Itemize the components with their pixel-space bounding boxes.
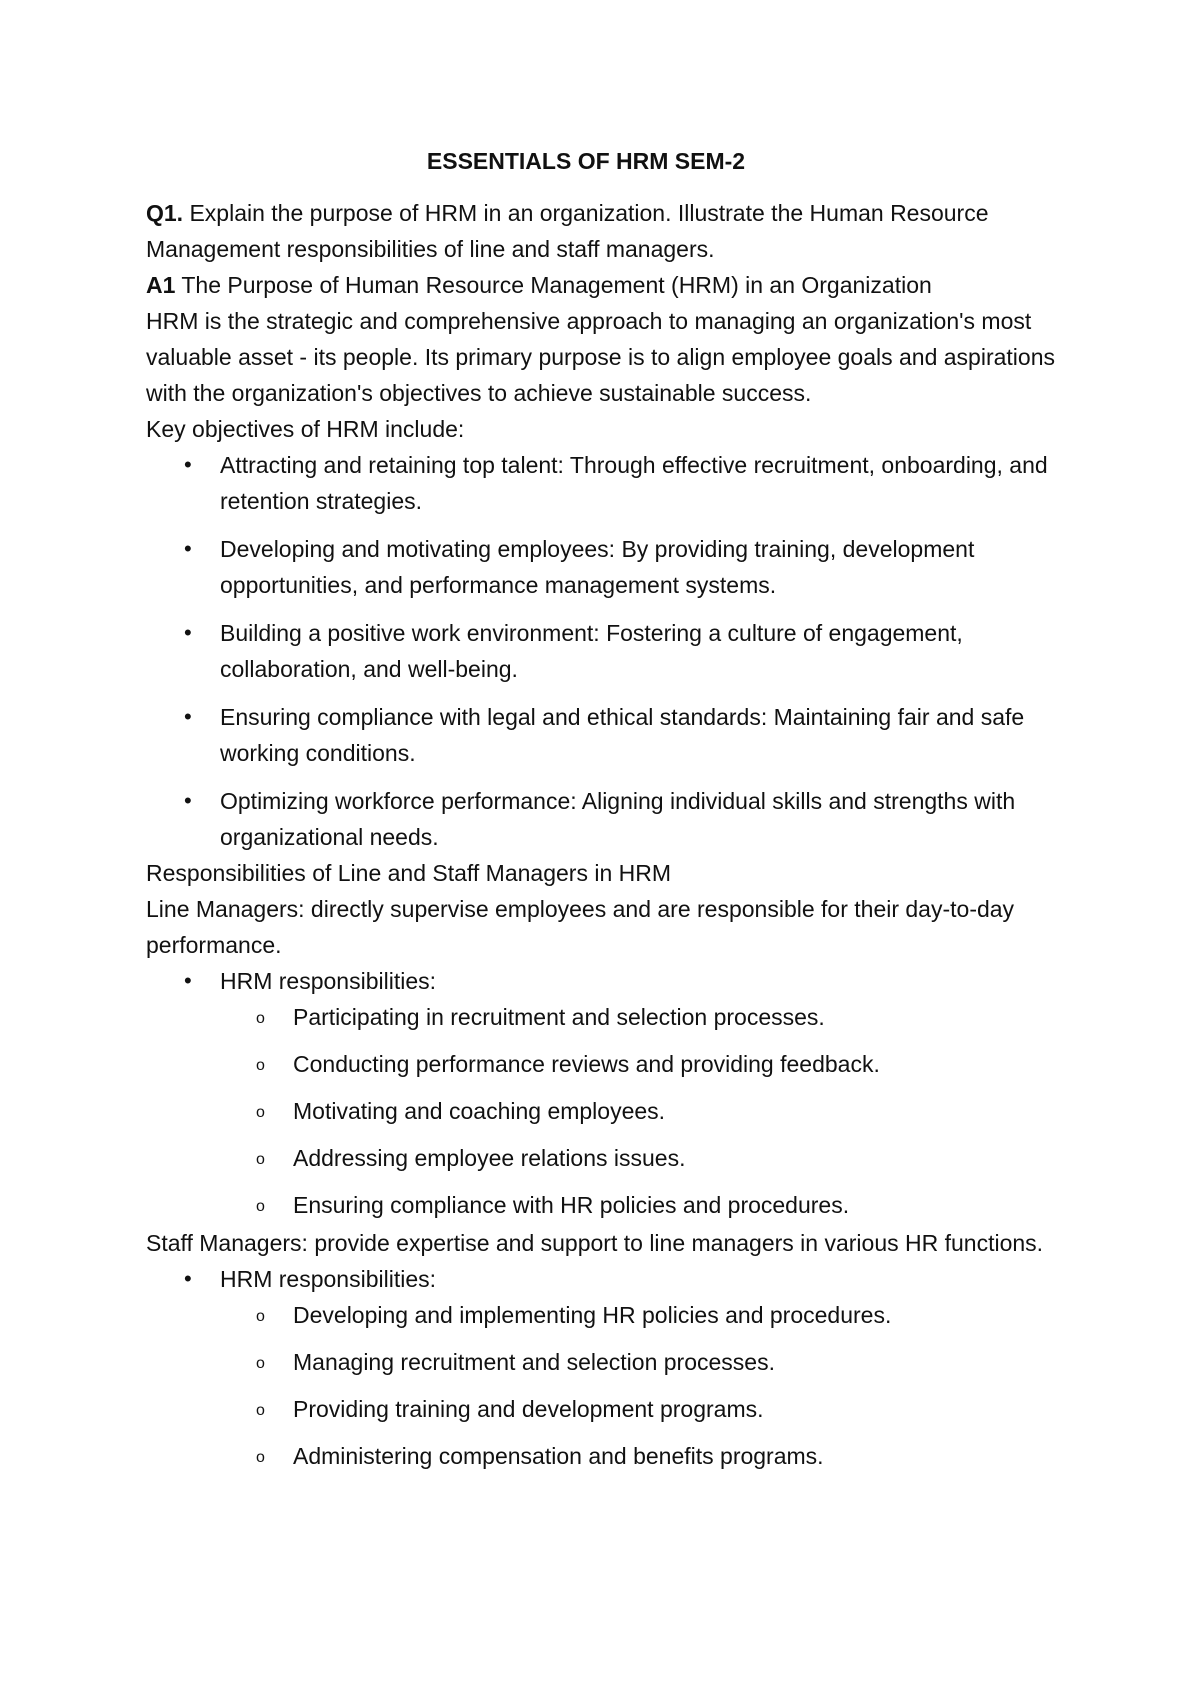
bullet-icon: • xyxy=(184,452,192,477)
sub-list-item-text: Ensuring compliance with HR policies and procedures. xyxy=(293,1192,850,1218)
line-responsibilities-list xyxy=(146,999,1066,1223)
sub-list-item xyxy=(146,999,1066,1035)
line-managers-text: Line Managers: directly supervise employees and are responsible for their day-to-day performance. xyxy=(146,896,1015,958)
line-managers-list xyxy=(146,963,1066,999)
list-item-text: HRM responsibilities: xyxy=(220,968,437,994)
question-text: Explain the purpose of HRM in an organization. Illustrate the Human Resource Management responsibilities of line and staff managers. xyxy=(146,200,989,262)
staff-managers-list xyxy=(146,1261,1066,1297)
sub-list-item xyxy=(146,1391,1066,1427)
responsibilities-heading: Responsibilities of Line and Staff Managers in HRM xyxy=(146,860,672,886)
bullet-icon: • xyxy=(184,968,192,993)
answer-1-heading xyxy=(146,267,1066,303)
staff-responsibilities-list xyxy=(146,1297,1066,1474)
list-item xyxy=(146,447,1066,519)
sub-list-item-text: Administering compensation and benefits programs. xyxy=(293,1443,824,1469)
sub-list-item xyxy=(146,1093,1066,1129)
list-item xyxy=(146,963,1066,999)
list-item-text: Attracting and retaining top talent: Through effective recruitment, onboarding, and retention strategies. xyxy=(220,452,1048,514)
list-item-text: Optimizing workforce performance: Aligning individual skills and strengths with organizational needs. xyxy=(220,788,1016,850)
sub-list-item-text: Providing training and development programs. xyxy=(293,1396,764,1422)
sub-list-item-text: Developing and implementing HR policies and procedures. xyxy=(293,1302,892,1328)
bullet-icon: • xyxy=(184,1266,192,1291)
list-item xyxy=(146,531,1066,603)
bullet-icon: • xyxy=(184,620,192,645)
question-label: Q1. xyxy=(146,200,184,226)
sub-list-item xyxy=(146,1344,1066,1380)
list-item xyxy=(146,615,1066,687)
circle-bullet-icon: o xyxy=(256,1402,265,1419)
sub-list-item xyxy=(146,1438,1066,1474)
sub-list-item-text: Conducting performance reviews and providing feedback. xyxy=(293,1051,880,1077)
circle-bullet-icon: o xyxy=(256,1010,265,1027)
sub-list-item-text: Motivating and coaching employees. xyxy=(293,1098,666,1124)
list-item xyxy=(146,783,1066,855)
circle-bullet-icon: o xyxy=(256,1449,265,1466)
list-item-text: Building a positive work environment: Fostering a culture of engagement, collaboration, and well-being. xyxy=(220,620,963,682)
bullet-icon: • xyxy=(184,536,192,561)
circle-bullet-icon: o xyxy=(256,1104,265,1121)
question-1 xyxy=(146,195,1066,267)
intro-paragraph: HRM is the strategic and comprehensive approach to managing an organization's most valuable asset - its people. Its primary purpose is to align employee goals and aspirations with the organization's objectives to achieve sustainable success. xyxy=(146,308,1055,406)
sub-list-item-text: Addressing employee relations issues. xyxy=(293,1145,686,1171)
objectives-heading: Key objectives of HRM include: xyxy=(146,416,465,442)
circle-bullet-icon: o xyxy=(256,1355,265,1372)
sub-list-item xyxy=(146,1187,1066,1223)
sub-list-item xyxy=(146,1140,1066,1176)
sub-list-item xyxy=(146,1046,1066,1082)
circle-bullet-icon: o xyxy=(256,1198,265,1215)
bullet-icon: • xyxy=(184,704,192,729)
objectives-list xyxy=(146,447,1066,855)
list-item xyxy=(146,1261,1066,1297)
staff-managers-text: Staff Managers: provide expertise and support to line managers in various HR functions. xyxy=(146,1230,1044,1256)
sub-list-item-text: Managing recruitment and selection processes. xyxy=(293,1349,775,1375)
answer-label: A1 xyxy=(146,272,176,298)
circle-bullet-icon: o xyxy=(256,1308,265,1325)
list-item-text: HRM responsibilities: xyxy=(220,1266,437,1292)
sub-list-item xyxy=(146,1297,1066,1333)
list-item-text: Developing and motivating employees: By providing training, development opportunities, and performance management systems. xyxy=(220,536,975,598)
circle-bullet-icon: o xyxy=(256,1057,265,1074)
list-item xyxy=(146,699,1066,771)
document-title: ESSENTIALS OF HRM SEM-2 xyxy=(426,148,746,174)
sub-list-item-text: Participating in recruitment and selection processes. xyxy=(293,1004,825,1030)
bullet-icon: • xyxy=(184,788,192,813)
list-item-text: Ensuring compliance with legal and ethical standards: Maintaining fair and safe working conditions. xyxy=(220,704,1025,766)
answer-heading-text: The Purpose of Human Resource Management (HRM) in an Organization xyxy=(175,272,932,298)
document-content xyxy=(146,143,1066,1476)
circle-bullet-icon: o xyxy=(256,1151,265,1168)
